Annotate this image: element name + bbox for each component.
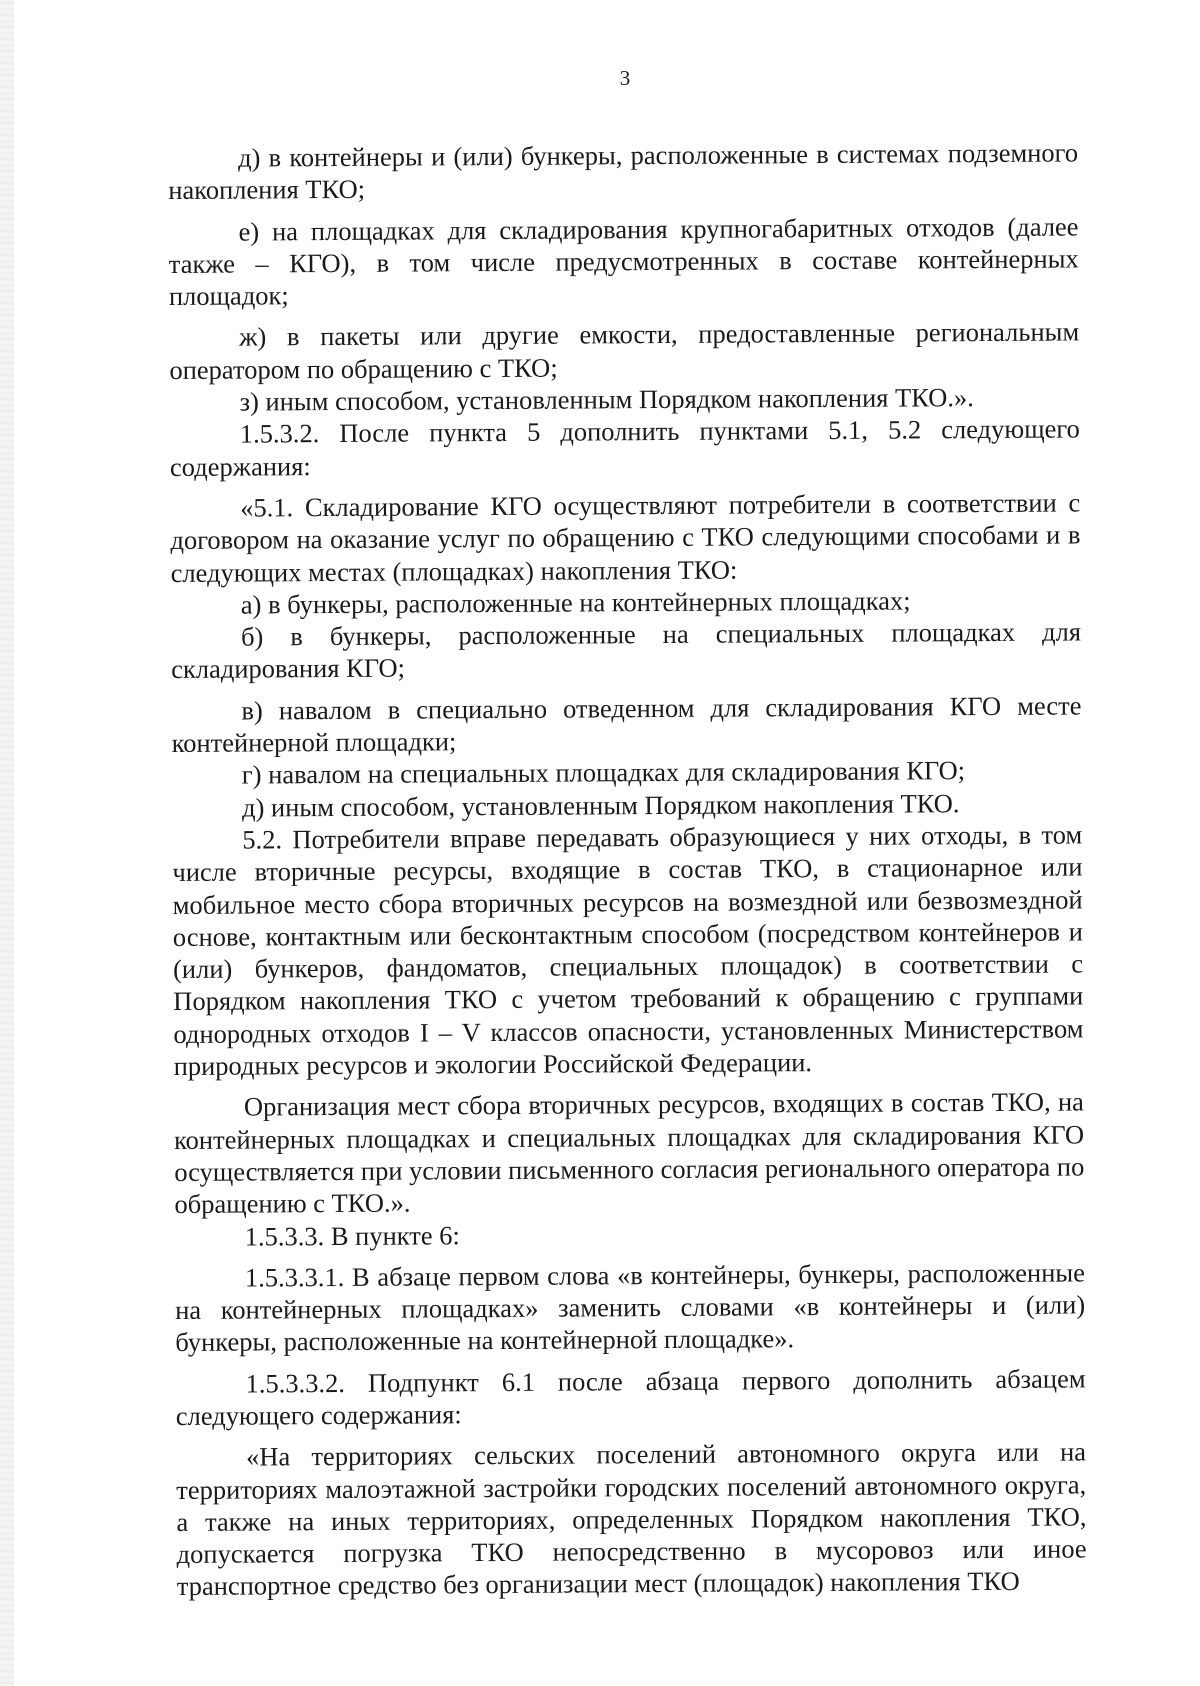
paragraph: «На территориях сельских поселений автономного округа или на территориях малоэтажной застройки городских поселений автономного округа, а также на иных территориях, определенных Порядком накопления ТКО, допускается погрузка ТКО непосредственно в мусоровоз или иное транспортное средство без организации мест (площадок) накопления ТКО xyxy=(176,1436,1087,1602)
paragraph: 5.2. Потребители вправе передавать образующиеся у них отходы, в том числе вторичные ресурсы, входящие в состав ТКО, в стационарное или мобильное место сбора вторичных ресурсов на возмездной или безвозмездной основе, контактным или бесконтактным способом (посредством контейнеров и (или) бункеров, фандоматов, специальных площадок) в соответствии с Порядком накопления ТКО с учетом требований к обращению с группами однородных отходов I – V классов опасности, установленных Министерством природных ресурсов и экологии Российской Федерации. xyxy=(172,819,1084,1081)
paragraph: г) навалом на специальных площадках для складирования КГО; xyxy=(241,755,966,790)
document-body xyxy=(168,136,1087,1602)
paragraph: д) иным способом, установленным Порядком накопления ТКО. xyxy=(241,787,960,823)
paragraph: е) на площадках для складирования крупногабаритных отходов (далее также – КГО), в том числе предусмотренных в составе контейнерных площадок; xyxy=(168,211,1079,312)
paragraph: 1.5.3.3.1. В абзаце первом слова «в контейнеры, бункеры, расположенные на контейнерных площадках» заменить словами «в контейнеры и (или) бункеры, расположенные на контейнерной площадке». xyxy=(175,1257,1086,1358)
paragraph: б) в бункеры, расположенные на специальных площадках для складирования КГО; xyxy=(171,616,1082,685)
paragraph: в) навалом в специально отведенном для складирования КГО месте контейнерной площадки; xyxy=(171,690,1082,759)
paragraph: 1.5.3.3.2. Подпункт 6.1 после абзаца первого дополнить абзацем следующего содержания: xyxy=(175,1363,1086,1431)
paragraph: д) в контейнеры и (или) бункеры, расположенные в системах подземного накопления ТКО; xyxy=(168,137,1079,206)
page-number: 3 xyxy=(619,66,631,90)
paragraph: з) иным способом, установленным Порядком накопления ТКО.». xyxy=(239,382,974,417)
paragraph: 1.5.3.3. В пункте 6: xyxy=(244,1219,460,1252)
paragraph: «5.1. Складирование КГО осуществляют потребители в соответствии с договором на оказание услуг по обращению с ТКО следующими способами и в следующих местах (площадках) накопления ТКО: xyxy=(170,487,1081,588)
paragraph: ж) в пакеты или другие емкости, предоставленные региональным оператором по обращению с ТКО; xyxy=(169,316,1080,385)
paragraph: а) в бункеры, расположенные на контейнерных площадках; xyxy=(240,585,911,620)
paragraph: 1.5.3.2. После пункта 5 дополнить пунктами 5.1, 5.2 следующего содержания: xyxy=(169,413,1080,482)
paragraph: Организация мест сбора вторичных ресурсов, входящих в состав ТКО, на контейнерных площадках и специальных площадках для складирования КГО осуществляется при условии письменного согласия регионального оператора по обращению с ТКО.». xyxy=(174,1086,1085,1220)
scan-edge xyxy=(0,0,14,1686)
